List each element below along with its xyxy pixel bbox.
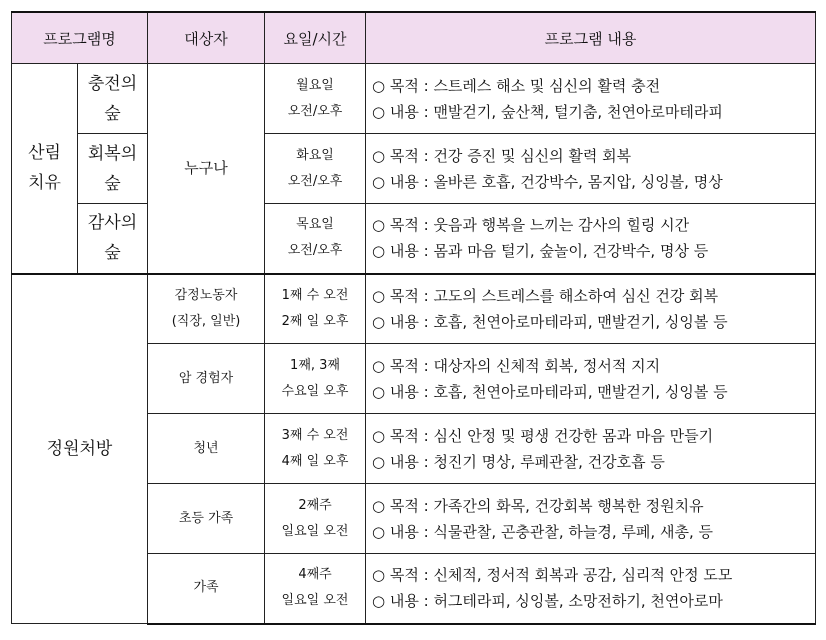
table-row [12, 274, 816, 344]
content-cell [366, 554, 816, 624]
program-name-cell [78, 64, 148, 134]
content-detail: ○ 내용 : 허그테라피, 싱잉볼, 소망전하기, 천연아로마 [372, 592, 723, 611]
header-content: 프로그램 내용 [366, 12, 816, 64]
schedule-cell [265, 274, 366, 344]
program-name-cell [78, 204, 148, 274]
content-purpose: ○ 목적 : 웃음과 행복을 느끼는 감사의 힐링 시간 [372, 216, 690, 235]
content-purpose: ○ 목적 : 가족간의 화목, 건강회복 행복한 정원치유 [372, 496, 704, 515]
schedule-line: 3째 수 오전 [281, 427, 349, 443]
content-cell [366, 344, 816, 414]
target-cell: 암 경험자 [148, 344, 265, 414]
target-cell: 초등 가족 [148, 484, 265, 554]
target-cell [148, 274, 265, 344]
table-row [12, 134, 816, 204]
content-detail: ○ 내용 : 몸과 마음 털기, 숲놀이, 건강박수, 명상 등 [372, 242, 709, 261]
header-target: 대상자 [148, 12, 265, 64]
content-purpose: ○ 목적 : 건강 증진 및 심신의 활력 회복 [372, 146, 632, 165]
program-name-line: 숲 [104, 103, 121, 124]
target-cell: 가족 [148, 554, 265, 624]
schedule-cell [265, 204, 366, 274]
schedule-line: 4째 일 오후 [281, 453, 349, 469]
header-schedule: 요일/시간 [265, 12, 366, 64]
program-name-cell [78, 134, 148, 204]
content-purpose: ○ 목적 : 대상자의 신체적 회복, 정서적 지지 [372, 356, 661, 375]
schedule-line: 2째 일 오후 [281, 313, 349, 329]
content-detail: ○ 내용 : 식물관찰, 곤충관찰, 하늘경, 루페, 새총, 등 [372, 522, 713, 541]
program-name-line: 회복의 [87, 143, 138, 164]
forest-category-cell [12, 64, 78, 274]
program-name-line: 충전의 [87, 73, 138, 94]
target-line: (직장, 일반) [171, 313, 241, 329]
forest-target-cell: 누구나 [148, 64, 265, 274]
schedule-cell [265, 344, 366, 414]
program-name-line: 감사의 [87, 213, 138, 234]
content-cell [366, 414, 816, 484]
content-detail: ○ 내용 : 호흡, 천연아로마테라피, 맨발걷기, 싱잉볼 등 [372, 382, 728, 401]
content-cell [366, 64, 816, 134]
content-detail: ○ 내용 : 호흡, 천연아로마테라피, 맨발걷기, 싱잉볼 등 [372, 312, 728, 331]
schedule-line: 오전/오후 [287, 243, 343, 259]
schedule-cell [265, 134, 366, 204]
schedule-line: 2째주 [298, 497, 332, 513]
forest-category-line: 산림 [28, 143, 61, 164]
table-row [12, 204, 816, 274]
table-row [12, 64, 816, 134]
schedule-cell [265, 64, 366, 134]
content-detail: ○ 내용 : 청진기 명상, 루페관찰, 건강호흡 등 [372, 452, 665, 471]
content-detail: ○ 내용 : 맨발걷기, 숲산책, 털기춤, 천연아로마테라피 [372, 102, 723, 121]
schedule-line: 수요일 오후 [281, 383, 349, 399]
content-detail: ○ 내용 : 올바른 호흡, 건강박수, 몸지압, 싱잉볼, 명상 [372, 172, 723, 191]
schedule-line: 일요일 오전 [281, 593, 349, 609]
schedule-cell [265, 484, 366, 554]
program-table [11, 11, 816, 625]
content-purpose: ○ 목적 : 고도의 스트레스를 해소하여 심신 건강 회복 [372, 286, 719, 305]
header-program-name: 프로그램명 [12, 12, 148, 64]
content-purpose: ○ 목적 : 스트레스 해소 및 심신의 활력 충전 [372, 76, 661, 95]
content-purpose: ○ 목적 : 심신 안정 및 평생 건강한 몸과 마음 만들기 [372, 426, 714, 445]
forest-category-line: 치유 [28, 173, 61, 194]
content-purpose: ○ 목적 : 신체적, 정서적 회복과 공감, 심리적 안정 도모 [372, 566, 733, 585]
schedule-line: 월요일 [296, 77, 334, 93]
schedule-line: 4째주 [298, 567, 332, 583]
schedule-line: 화요일 [296, 147, 334, 163]
content-cell [366, 134, 816, 204]
schedule-line: 일요일 오전 [281, 523, 349, 539]
header-row [12, 12, 816, 64]
content-cell [366, 484, 816, 554]
schedule-cell [265, 414, 366, 484]
schedule-line: 오전/오후 [287, 173, 343, 189]
schedule-line: 오전/오후 [287, 103, 343, 119]
target-cell: 청년 [148, 414, 265, 484]
schedule-line: 1째 수 오전 [281, 287, 349, 303]
garden-category-cell: 정원처방 [12, 274, 148, 624]
content-cell [366, 204, 816, 274]
program-name-line: 숲 [104, 243, 121, 264]
schedule-line: 1째, 3째 [290, 357, 340, 373]
schedule-line: 목요일 [296, 217, 334, 233]
content-cell [366, 274, 816, 344]
target-line: 감정노동자 [174, 287, 238, 303]
program-name-line: 숲 [104, 173, 121, 194]
schedule-cell [265, 554, 366, 624]
